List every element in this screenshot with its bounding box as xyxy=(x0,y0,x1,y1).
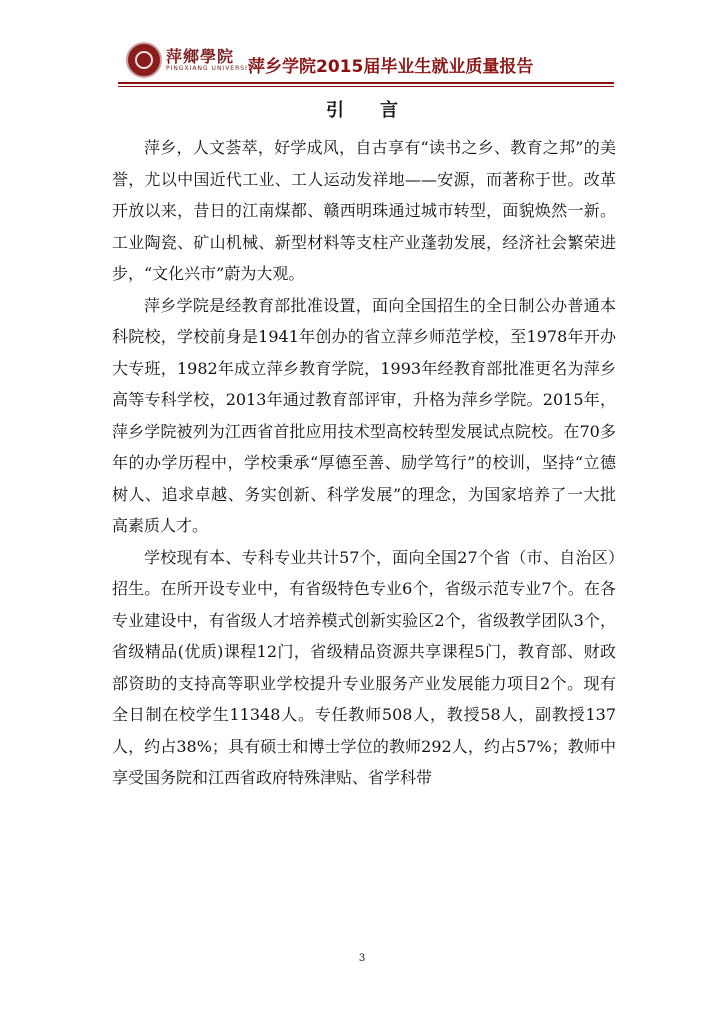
header-rule-thin xyxy=(118,86,614,87)
logo-subtext: PINGXIANG UNIVERSITY xyxy=(166,65,258,72)
body-text xyxy=(112,132,616,794)
page-number: 3 xyxy=(358,953,366,964)
header-rule xyxy=(118,82,614,84)
paragraph-2: 萍乡学院是经教育部批准设置，面向全国招生的全日制公办普通本科院校，学校前身是1941年创办的省立萍乡师范学校，至1978年开办大专班，1982年成立萍乡教育学院，1993年经教育部批准更名为萍乡高等专科学校，2013年通过教育部评审，升格为萍乡学院。2015年，萍乡学院被列为江西省首批应用技术型高校转型发展试点院校。在70多年的办学历程中，学校秉承“厚德至善、励学笃行”的校训，坚持“立德树人、追求卓越、务实创新、科学发展”的理念，为国家培养了一大批高素质人才。 xyxy=(112,295,616,535)
paragraph-1: 萍乡，人文荟萃，好学成风，自古享有“读书之乡、教育之邦”的美誉，尤以中国近代工业、工人运动发祥地——安源，而著称于世。改革开放以来，昔日的江南煤都、赣西明珠通过城市转型，面貌焕然一新。工业陶瓷、矿山机械、新型材料等支柱产业蓬勃发展，经济社会繁荣进步，“文化兴市”蔚为大观。 xyxy=(112,138,616,283)
logo-wordmark: 萍鄉學院 xyxy=(166,47,235,66)
logo-emblem xyxy=(135,51,153,69)
page-header xyxy=(118,38,614,82)
university-logo-icon xyxy=(126,42,162,78)
report-title: 萍乡学院2015届毕业生就业质量报告 xyxy=(248,57,534,77)
section-title: 引言 xyxy=(326,100,434,121)
paragraph-3: 学校现有本、专科专业共计57个，面向全国27个省（市、自治区）招生。在所开设专业中，有省级特色专业6个，省级示范专业7个。在各专业建设中，有省级人才培养模式创新实验区2个，省级教学团队3个，省级精品(优质)课程12门，省级精品资源共享课程5门，教育部、财政部资助的支持高等职业学校提升专业服务产业发展能力项目2个。现有全日制在校学生11348人。专任教师508人，教授58人，副教授137人，约占38%；具有硕士和博士学位的教师292人，约占57%；教师中享受国务院和江西省政府特殊津贴、省学科带 xyxy=(112,547,616,787)
